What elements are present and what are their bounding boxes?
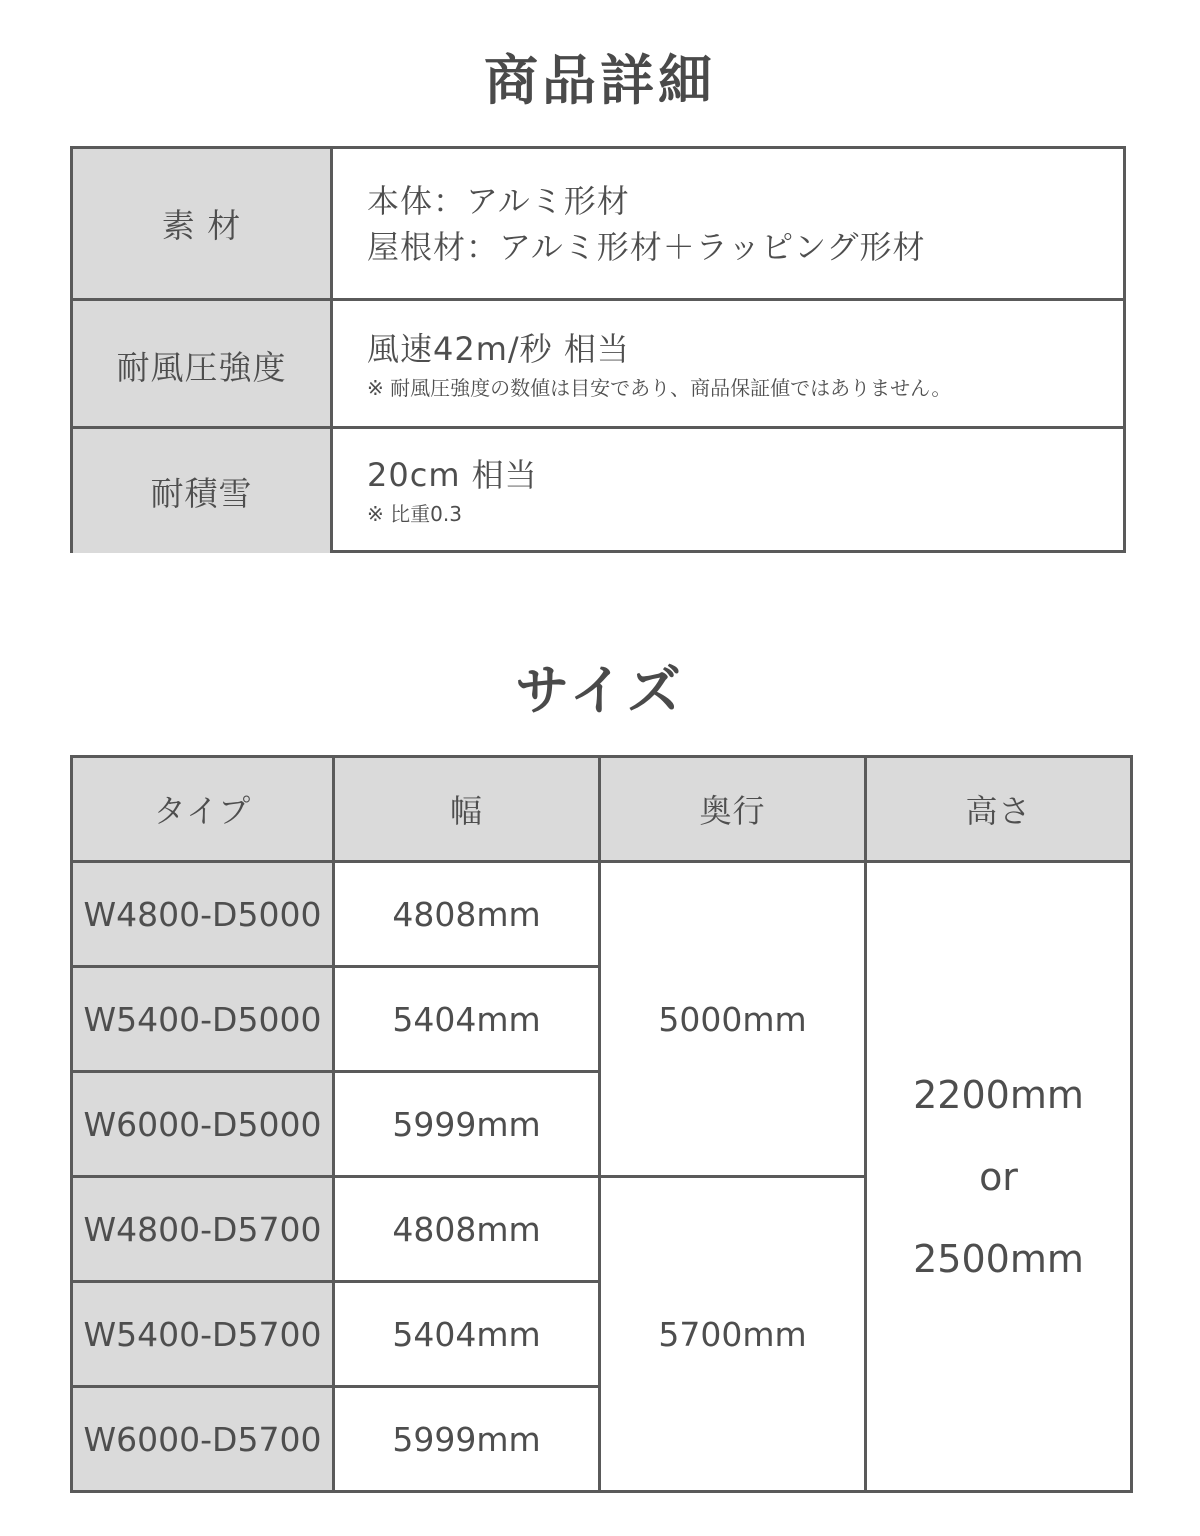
depth-cell: 5000mm bbox=[600, 862, 866, 1177]
details-value-material bbox=[333, 149, 1123, 298]
type-cell: W6000-D5000 bbox=[72, 1072, 334, 1177]
details-value-snow bbox=[333, 429, 1123, 553]
header-width: 幅 bbox=[334, 757, 600, 862]
details-title: 商品詳細 bbox=[484, 49, 716, 112]
width-cell: 4808mm bbox=[334, 862, 600, 967]
material-body-text: 本体：アルミ形材 bbox=[367, 181, 630, 220]
snow-note-text: ※ 比重0.3 bbox=[367, 502, 462, 526]
header-depth: 奥行 bbox=[600, 757, 866, 862]
details-row-snow bbox=[73, 426, 1123, 553]
width-cell: 5999mm bbox=[334, 1072, 600, 1177]
details-row-wind bbox=[73, 298, 1123, 429]
snow-load-text: 20cm 相当 bbox=[367, 456, 538, 494]
details-value-wind bbox=[333, 301, 1123, 429]
height-option-1: 2200mm bbox=[913, 1072, 1084, 1117]
header-height: 高さ bbox=[866, 757, 1132, 862]
details-label-wind: 耐風圧強度 bbox=[73, 301, 333, 429]
size-table bbox=[70, 755, 1133, 1493]
details-table bbox=[70, 146, 1126, 553]
details-row-material bbox=[73, 149, 1123, 298]
wind-note-text: ※ 耐風圧強度の数値は目安であり、商品保証値ではありません。 bbox=[367, 376, 952, 400]
width-cell: 5404mm bbox=[334, 967, 600, 1072]
size-header-row bbox=[72, 757, 1132, 862]
width-cell: 5999mm bbox=[334, 1387, 600, 1492]
depth-cell: 5700mm bbox=[600, 1177, 866, 1492]
type-cell: W4800-D5700 bbox=[72, 1177, 334, 1282]
type-cell: W5400-D5000 bbox=[72, 967, 334, 1072]
width-cell: 5404mm bbox=[334, 1282, 600, 1387]
width-cell: 4808mm bbox=[334, 1177, 600, 1282]
size-title: サイズ bbox=[515, 659, 685, 722]
details-label-material: 素 材 bbox=[73, 149, 333, 298]
wind-speed-text: 風速42m/秒 相当 bbox=[367, 330, 630, 368]
header-type: タイプ bbox=[72, 757, 334, 862]
height-option-2: 2500mm bbox=[913, 1236, 1084, 1281]
type-cell: W6000-D5700 bbox=[72, 1387, 334, 1492]
height-separator: or bbox=[979, 1154, 1018, 1199]
height-cell bbox=[866, 862, 1132, 1492]
details-label-snow: 耐積雪 bbox=[73, 429, 333, 553]
table-row bbox=[72, 862, 1132, 967]
type-cell: W4800-D5000 bbox=[72, 862, 334, 967]
type-cell: W5400-D5700 bbox=[72, 1282, 334, 1387]
material-roof-text: 屋根材：アルミ形材＋ラッピング形材 bbox=[367, 227, 926, 266]
